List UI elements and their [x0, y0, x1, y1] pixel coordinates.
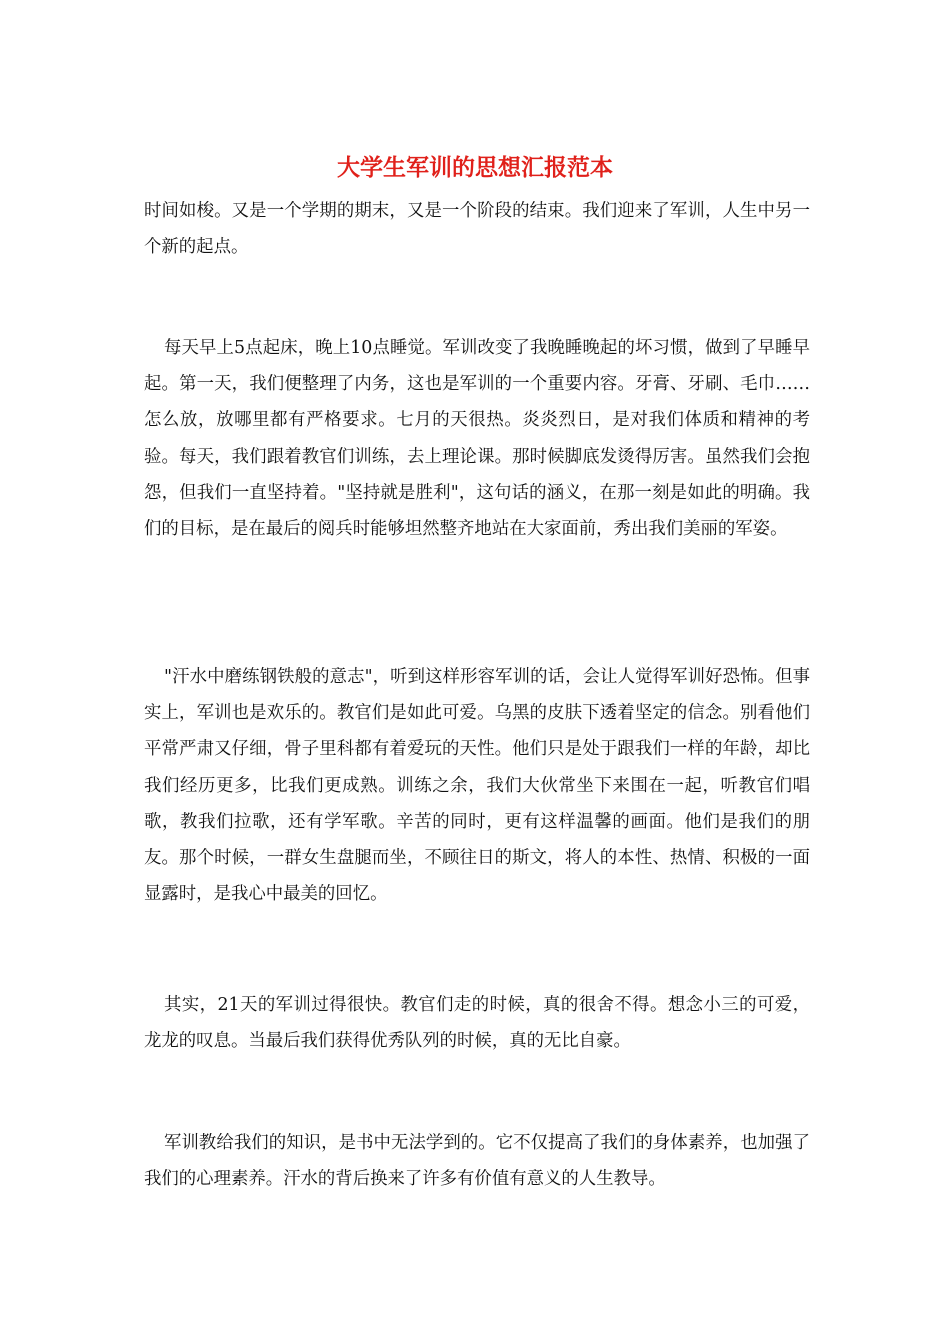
paragraph-conclusion: 军训教给我们的知识，是书中无法学到的。它不仅提高了我们的身体素养，也加强了我们的心理素养。汗水的背后换来了许多有价值有意义的人生教导。 — [144, 1133, 810, 1190]
document-title: 大学生军训的思想汇报范本 — [337, 155, 613, 181]
paragraph-farewell: 其实，21天的军训过得很快。教官们走的时候，真的很舍不得。想念小三的可爱，龙龙的叹息。当最后我们获得优秀队列的时候，真的无比自豪。 — [144, 995, 810, 1052]
paragraph-instructors: "汗水中磨练钢铁般的意志"，听到这样形容军训的话，会让人觉得军训好恐怖。但事实上，军训也是欢乐的。教官们是如此可爱。乌黑的皮肤下透着坚定的信念。别看他们平常严肃又仔细，骨子里科都有着爱玩的天性。他们只是处于跟我们一样的年龄，却比我们经历更多，比我们更成熟。训练之余，我们大伙常坐下来围在一起，听教官们唱歌，教我们拉歌，还有学军歌。辛苦的同时，更有这样温馨的画面。他们是我们的朋友。那个时候，一群女生盘腿而坐，不顾往日的斯文，将人的本性、热情、积极的一面显露时，是我心中最美的回忆。 — [144, 667, 810, 905]
paragraph-daily-routine: 每天早上5点起床，晚上10点睡觉。军训改变了我晚睡晚起的坏习惯，做到了早睡早起。第一天，我们便整理了内务，这也是军训的一个重要内容。牙膏、牙刷、毛巾……怎么放，放哪里都有严格要求。七月的天很热。炎炎烈日，是对我们体质和精神的考验。每天，我们跟着教官们训练，去上理论课。那时候脚底发烫得厉害。虽然我们会抱怨，但我们一直坚持着。"坚持就是胜利"，这句话的涵义，在那一刻是如此的明确。我们的目标，是在最后的阅兵时能够坦然整齐地站在大家面前，秀出我们美丽的军姿。 — [144, 338, 810, 540]
paragraph-intro: 时间如梭。又是一个学期的期末，又是一个阶段的结束。我们迎来了军训，人生中另一个新的起点。 — [144, 201, 810, 258]
